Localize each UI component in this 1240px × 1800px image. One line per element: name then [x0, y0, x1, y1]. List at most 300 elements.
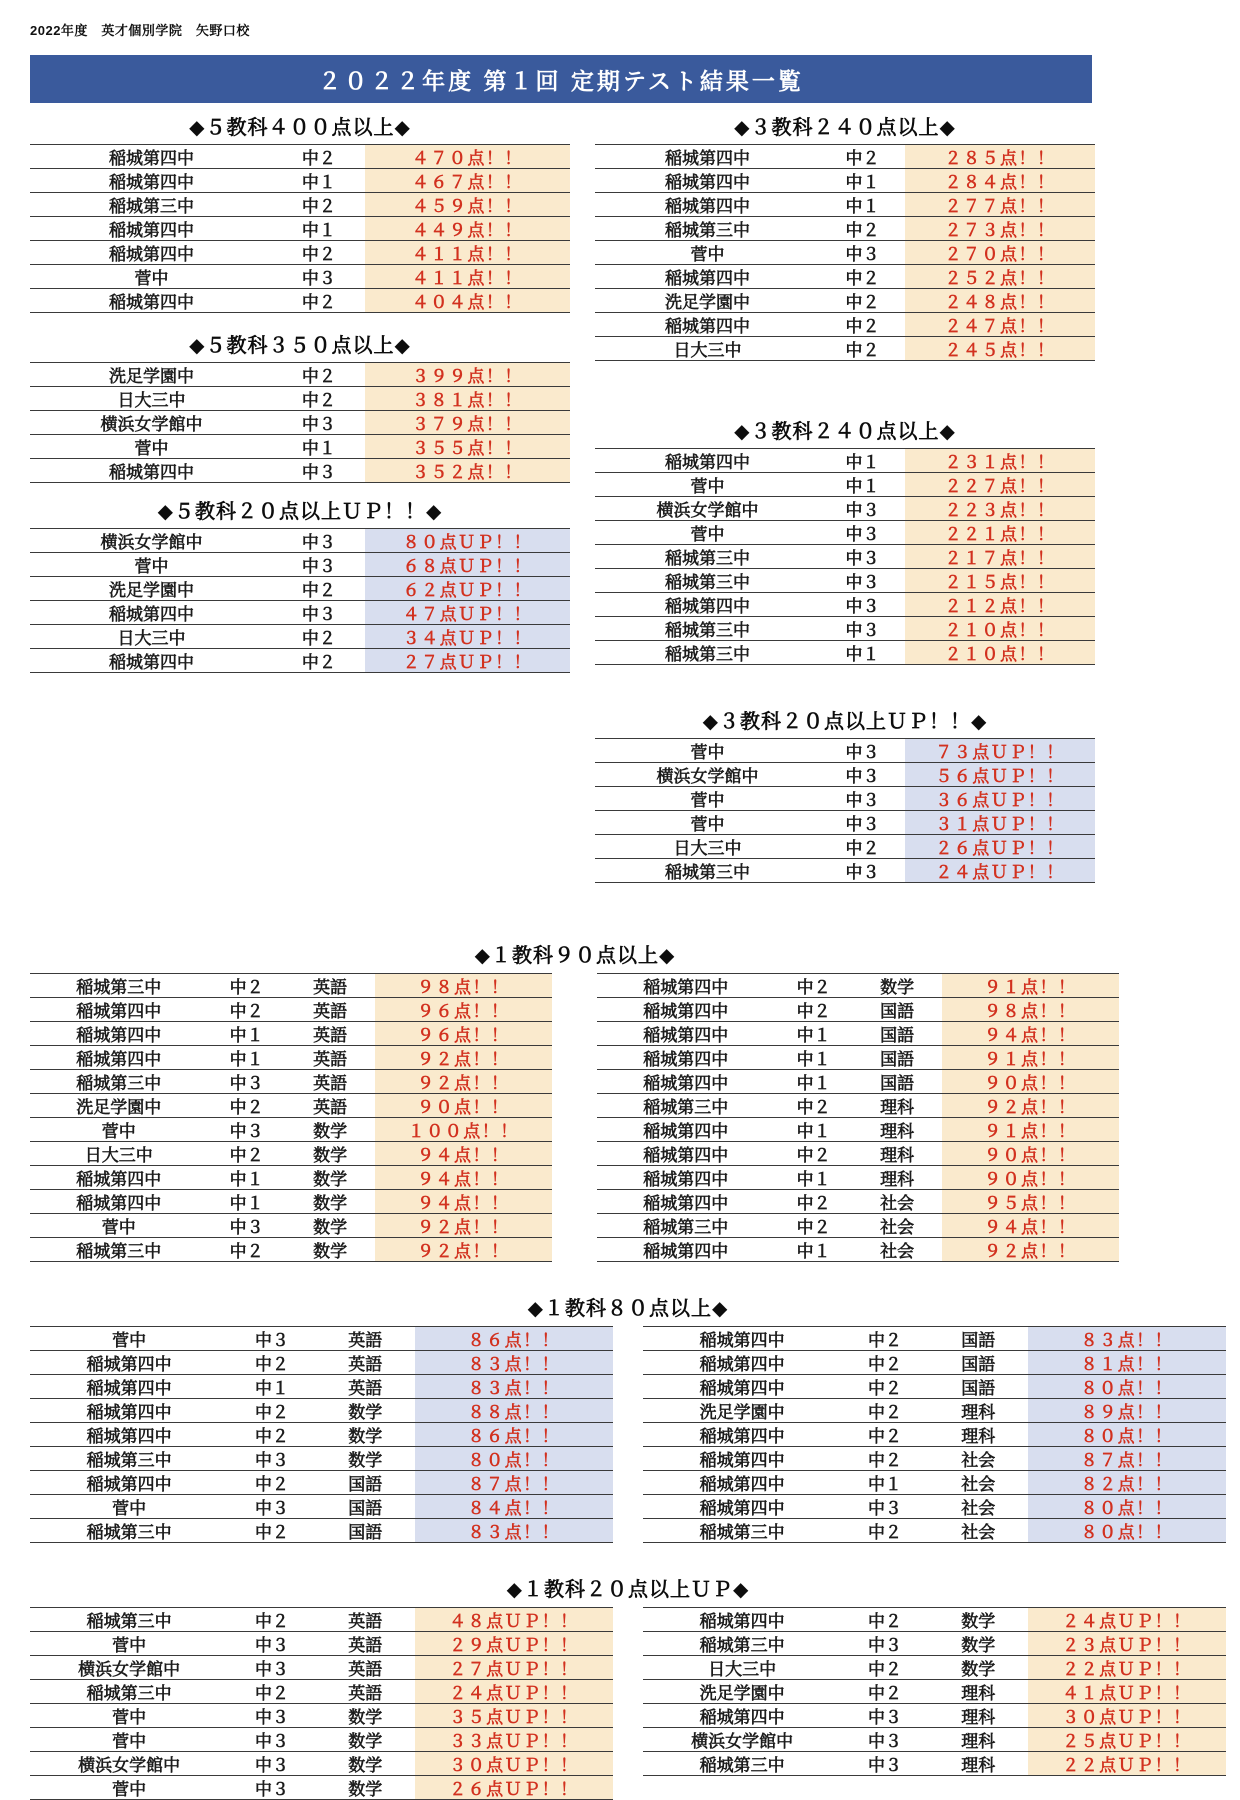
grade-level: 中２ — [254, 1403, 289, 1422]
score-value: ８９点！！ — [1028, 1399, 1226, 1422]
score-value: ３８１点！！ — [365, 387, 570, 410]
subject-name: 理科 — [961, 1756, 996, 1775]
school-name: 稲城第四中 — [86, 1427, 172, 1446]
grade-level: 中２ — [845, 293, 880, 312]
school-name: 横浜女学館中 — [78, 1660, 181, 1679]
grade-level: 中３ — [254, 1636, 289, 1655]
result-row — [30, 1351, 613, 1375]
score-value: ９６点！！ — [375, 998, 552, 1021]
results-table — [597, 973, 1119, 1262]
result-row — [595, 545, 1095, 569]
school-name: 稲城第四中 — [643, 1242, 729, 1261]
subject-name: 数学 — [348, 1708, 383, 1727]
school-name: 稲城第四中 — [665, 173, 750, 192]
school-name: 稲城第三中 — [109, 197, 194, 216]
grade-level: 中１ — [796, 1242, 831, 1261]
result-row — [30, 1214, 552, 1238]
result-row — [597, 1142, 1119, 1166]
school-name: 洗足学園中 — [665, 293, 750, 312]
score-value: ８１点！！ — [1028, 1351, 1226, 1374]
result-row — [30, 1608, 613, 1632]
score-value: ７３点ＵＰ！！ — [905, 739, 1095, 762]
school-name: 稲城第四中 — [643, 1026, 729, 1045]
school-name: 稲城第三中 — [665, 645, 750, 664]
score-value: ２２７点！！ — [905, 473, 1095, 496]
result-row — [643, 1704, 1226, 1728]
result-row — [30, 1166, 552, 1190]
score-value: ９４点！！ — [942, 1022, 1119, 1045]
grade-level: 中３ — [845, 549, 880, 568]
school-name: 稲城第四中 — [643, 1170, 729, 1189]
grade-level: 中２ — [301, 629, 336, 648]
result-row — [30, 145, 570, 169]
subject-name: 英語 — [313, 1050, 348, 1069]
result-row — [595, 193, 1095, 217]
grade-level: 中３ — [845, 767, 880, 786]
subject-name: 英語 — [348, 1612, 383, 1631]
grade-level: 中３ — [867, 1636, 902, 1655]
school-name: 菅中 — [134, 557, 169, 576]
school-name: 菅中 — [690, 743, 725, 762]
score-value: ２６点ＵＰ！！ — [905, 835, 1095, 858]
grade-level: 中１ — [796, 1074, 831, 1093]
subject-name: 理科 — [961, 1732, 996, 1751]
grade-level: 中１ — [301, 439, 336, 458]
grade-level: 中１ — [796, 1026, 831, 1045]
score-value: ９２点！！ — [942, 1094, 1119, 1117]
school-name: 稲城第三中 — [699, 1756, 785, 1775]
school-name: 稲城第四中 — [643, 978, 729, 997]
result-row — [30, 1094, 552, 1118]
grade-level: 中２ — [796, 1098, 831, 1117]
subject-name: 英語 — [313, 1098, 348, 1117]
subject-name: 国語 — [348, 1499, 383, 1518]
grade-level: 中２ — [867, 1427, 902, 1446]
section-title: ◆３教科２０点以上ＵＰ！！◆ — [702, 711, 988, 733]
score-value: ９８点！！ — [375, 974, 552, 997]
school-name: 稲城第三中 — [665, 221, 750, 240]
results-table — [30, 362, 570, 483]
school-name: 日大三中 — [117, 391, 186, 410]
school-name: 横浜女学館中 — [78, 1756, 181, 1775]
grade-level: 中１ — [845, 477, 880, 496]
score-value: ２８５点！！ — [905, 145, 1095, 168]
school-name: 稲城第四中 — [86, 1403, 172, 1422]
section-title: ◆５教科４００点以上◆ — [189, 117, 411, 139]
score-value: ８０点！！ — [1028, 1375, 1226, 1398]
score-value: ８７点！！ — [1028, 1447, 1226, 1470]
grade-level: 中２ — [867, 1379, 902, 1398]
grade-level: 中２ — [254, 1684, 289, 1703]
result-row — [595, 811, 1095, 835]
school-name: 稲城第四中 — [109, 149, 194, 168]
score-value: ８３点！！ — [415, 1351, 613, 1374]
school-name: 稲城第四中 — [665, 317, 750, 336]
grade-level: 中２ — [301, 293, 336, 312]
subject-name: 社会 — [880, 1194, 915, 1213]
result-row — [643, 1728, 1226, 1752]
score-value: ９５点！！ — [942, 1190, 1119, 1213]
results-table — [643, 1326, 1226, 1543]
school-name: 稲城第三中 — [665, 549, 750, 568]
subject-name: 国語 — [961, 1331, 996, 1350]
grade-level: 中２ — [796, 1146, 831, 1165]
school-name: 菅中 — [690, 477, 725, 496]
grade-level: 中２ — [301, 245, 336, 264]
score-value: ４１１点！！ — [365, 241, 570, 264]
school-name: 横浜女学館中 — [656, 501, 759, 520]
top-right-column — [595, 111, 1095, 899]
result-row — [30, 1423, 613, 1447]
subject-name: 社会 — [961, 1475, 996, 1494]
school-name: 稲城第四中 — [643, 1050, 729, 1069]
result-row — [30, 1776, 613, 1800]
score-value: ５６点ＵＰ！！ — [905, 763, 1095, 786]
result-row — [30, 1118, 552, 1142]
result-section — [30, 495, 570, 673]
score-value: ９０点！！ — [942, 1070, 1119, 1093]
score-value: ２７０点！！ — [905, 241, 1095, 264]
result-row — [30, 577, 570, 601]
result-row — [30, 649, 570, 673]
school-name: 日大三中 — [117, 629, 186, 648]
school-name: 稲城第四中 — [665, 453, 750, 472]
score-value: ８３点！！ — [415, 1519, 613, 1542]
score-value: ８４点！！ — [415, 1495, 613, 1518]
score-value: ９２点！！ — [375, 1046, 552, 1069]
school-name: 稲城第四中 — [109, 463, 194, 482]
score-value: ４０４点！！ — [365, 289, 570, 312]
subject-name: 英語 — [348, 1355, 383, 1374]
result-row — [643, 1752, 1226, 1776]
result-row — [595, 569, 1095, 593]
results-table — [30, 1607, 613, 1800]
grade-level: 中２ — [867, 1660, 902, 1679]
result-row — [30, 529, 570, 553]
score-value: ２４７点！！ — [905, 313, 1095, 336]
result-row — [597, 1166, 1119, 1190]
school-name: 稲城第四中 — [86, 1475, 172, 1494]
grade-level: 中１ — [301, 173, 336, 192]
score-value: ９２点！！ — [375, 1070, 552, 1093]
result-row — [30, 387, 570, 411]
result-row — [30, 1704, 613, 1728]
score-value: ８３点！！ — [1028, 1327, 1226, 1350]
school-name: 洗足学園中 — [109, 367, 194, 386]
score-value: ８３点！！ — [415, 1375, 613, 1398]
school-name: 稲城第四中 — [76, 1170, 162, 1189]
results-table — [643, 1607, 1226, 1800]
grade-level: 中２ — [301, 197, 336, 216]
school-name: 稲城第四中 — [643, 1146, 729, 1165]
results-table — [30, 973, 552, 1262]
school-name: 菅中 — [101, 1122, 136, 1141]
score-value: ３６点ＵＰ！！ — [905, 787, 1095, 810]
grade-level: 中１ — [796, 1050, 831, 1069]
grade-level: 中２ — [867, 1523, 902, 1542]
school-name: 稲城第四中 — [643, 1074, 729, 1093]
result-row — [595, 289, 1095, 313]
score-value: ３３点ＵＰ！！ — [415, 1728, 613, 1751]
subject-name: 理科 — [880, 1146, 915, 1165]
school-name: 稲城第四中 — [643, 1122, 729, 1141]
grade-level: 中２ — [229, 1146, 264, 1165]
grade-level: 中１ — [796, 1122, 831, 1141]
grade-level: 中３ — [229, 1074, 264, 1093]
subject-name: 社会 — [880, 1218, 915, 1237]
score-value: ８６点！！ — [415, 1327, 613, 1350]
school-name: 洗足学園中 — [699, 1684, 785, 1703]
school-name: 稲城第三中 — [86, 1684, 172, 1703]
score-value: ３０点ＵＰ！！ — [415, 1752, 613, 1775]
subject-name: 英語 — [313, 1002, 348, 1021]
subject-name: 英語 — [348, 1684, 383, 1703]
school-name: 稲城第四中 — [665, 597, 750, 616]
school-name: 横浜女学館中 — [656, 767, 759, 786]
grade-level: 中３ — [254, 1732, 289, 1751]
grade-level: 中２ — [845, 341, 880, 360]
result-row — [595, 337, 1095, 361]
school-name: 菅中 — [690, 815, 725, 834]
score-value: ４４９点！！ — [365, 217, 570, 240]
result-row — [30, 289, 570, 313]
result-row — [595, 449, 1095, 473]
grade-level: 中２ — [867, 1684, 902, 1703]
grade-level: 中２ — [796, 1194, 831, 1213]
result-row — [595, 473, 1095, 497]
grade-level: 中２ — [301, 391, 336, 410]
side-by-side-tables — [30, 1607, 1226, 1800]
score-value: ９１点！！ — [942, 1118, 1119, 1141]
result-row — [595, 763, 1095, 787]
school-branch-label: 2022年度 英才個別学院 矢野口校 — [30, 23, 250, 38]
result-section — [595, 415, 1095, 665]
score-value: ２７３点！！ — [905, 217, 1095, 240]
result-row — [595, 497, 1095, 521]
school-name: 稲城第四中 — [109, 245, 194, 264]
results-table — [595, 448, 1095, 665]
school-name: 稲城第四中 — [109, 293, 194, 312]
subject-name: 理科 — [961, 1427, 996, 1446]
school-name: 稲城第四中 — [76, 1002, 162, 1021]
result-row — [30, 1327, 613, 1351]
school-name: 稲城第四中 — [76, 1194, 162, 1213]
result-row — [30, 974, 552, 998]
grade-level: 中３ — [845, 863, 880, 882]
result-row — [30, 1752, 613, 1776]
subject-name: 理科 — [880, 1170, 915, 1189]
score-value: ８０点！！ — [415, 1447, 613, 1470]
results-table — [30, 1326, 613, 1543]
result-row — [643, 1519, 1226, 1543]
school-name: 日大三中 — [673, 839, 742, 858]
grade-level: 中３ — [845, 621, 880, 640]
school-name: 稲城第四中 — [643, 1194, 729, 1213]
grade-level: 中１ — [301, 221, 336, 240]
result-row — [30, 1632, 613, 1656]
result-row — [30, 553, 570, 577]
school-name: 稲城第四中 — [699, 1331, 785, 1350]
school-name: 稲城第四中 — [665, 149, 750, 168]
grade-level: 中２ — [229, 978, 264, 997]
score-value: ２４点ＵＰ！！ — [1028, 1608, 1226, 1631]
school-name: 稲城第三中 — [665, 621, 750, 640]
result-row — [30, 601, 570, 625]
subject-name: 国語 — [348, 1523, 383, 1542]
result-row — [597, 1070, 1119, 1094]
school-name: 稲城第四中 — [86, 1379, 172, 1398]
score-value: ９１点！！ — [942, 974, 1119, 997]
results-table — [30, 144, 570, 313]
result-row — [30, 625, 570, 649]
grade-level: 中２ — [867, 1451, 902, 1470]
school-name: 稲城第四中 — [665, 197, 750, 216]
grade-level: 中１ — [845, 197, 880, 216]
result-row — [643, 1471, 1226, 1495]
result-row — [597, 974, 1119, 998]
subject-name: 国語 — [880, 1050, 915, 1069]
school-name: 横浜女学館中 — [100, 415, 203, 434]
grade-level: 中２ — [867, 1403, 902, 1422]
result-row — [30, 265, 570, 289]
subject-name: 社会 — [880, 1242, 915, 1261]
school-name: 菅中 — [690, 245, 725, 264]
grade-level: 中２ — [254, 1355, 289, 1374]
section-title: ◆５教科２０点以上ＵＰ！！◆ — [157, 501, 443, 523]
school-name: 稲城第三中 — [699, 1636, 785, 1655]
grade-level: 中２ — [796, 1002, 831, 1021]
subject-name: 英語 — [313, 1026, 348, 1045]
school-name: 稲城第四中 — [699, 1427, 785, 1446]
score-value: ８７点！！ — [415, 1471, 613, 1494]
school-name: 日大三中 — [708, 1660, 777, 1679]
section-title: ◆１教科９０点以上◆ — [474, 945, 676, 967]
subject-name: 数学 — [961, 1660, 996, 1679]
grade-level: 中２ — [867, 1331, 902, 1350]
score-value: ２７７点！！ — [905, 193, 1095, 216]
school-name: 稲城第三中 — [665, 573, 750, 592]
top-left-column — [30, 111, 570, 899]
grade-level: 中２ — [229, 1002, 264, 1021]
result-row — [595, 641, 1095, 665]
score-value: ９２点！！ — [942, 1238, 1119, 1261]
school-name: 洗足学園中 — [76, 1098, 162, 1117]
subject-name: 理科 — [880, 1122, 915, 1141]
subject-name: 数学 — [313, 1122, 348, 1141]
result-row — [643, 1375, 1226, 1399]
school-name: 菅中 — [101, 1218, 136, 1237]
score-value: ４１点ＵＰ！！ — [1028, 1680, 1226, 1703]
grade-level: 中３ — [301, 415, 336, 434]
grade-level: 中３ — [845, 743, 880, 762]
grade-level: 中３ — [867, 1499, 902, 1518]
grade-level: 中２ — [845, 317, 880, 336]
score-value: ９４点！！ — [375, 1190, 552, 1213]
grade-level: 中２ — [254, 1612, 289, 1631]
result-row — [595, 241, 1095, 265]
school-name: 菅中 — [112, 1331, 147, 1350]
school-name: 菅中 — [112, 1499, 147, 1518]
grade-level: 中１ — [867, 1475, 902, 1494]
grade-level: 中１ — [845, 645, 880, 664]
score-value: ９２点！！ — [375, 1214, 552, 1237]
school-name: 稲城第四中 — [699, 1612, 785, 1631]
subject-name: 社会 — [961, 1523, 996, 1542]
school-name: 稲城第四中 — [109, 221, 194, 240]
school-name: 稲城第三中 — [665, 863, 750, 882]
subject-name: 国語 — [348, 1475, 383, 1494]
result-row — [643, 1632, 1226, 1656]
grade-level: 中２ — [229, 1098, 264, 1117]
score-value: ２３１点！！ — [905, 449, 1095, 472]
grade-level: 中１ — [845, 453, 880, 472]
subject-name: 理科 — [961, 1684, 996, 1703]
result-row — [643, 1656, 1226, 1680]
grade-level: 中２ — [301, 653, 336, 672]
result-row — [30, 169, 570, 193]
result-row — [30, 1190, 552, 1214]
side-by-side-tables — [30, 973, 1120, 1262]
subject-name: 理科 — [880, 1098, 915, 1117]
subject-name: 英語 — [348, 1636, 383, 1655]
grade-level: 中２ — [229, 1242, 264, 1261]
score-value: ６２点ＵＰ！！ — [365, 577, 570, 600]
result-row — [30, 411, 570, 435]
result-row — [595, 593, 1095, 617]
score-value: ９０点！！ — [942, 1142, 1119, 1165]
score-value: ２１０点！！ — [905, 641, 1095, 664]
result-row — [30, 1447, 613, 1471]
grade-level: 中３ — [229, 1218, 264, 1237]
score-value: ３１点ＵＰ！！ — [905, 811, 1095, 834]
score-value: ９４点！！ — [375, 1166, 552, 1189]
result-section — [30, 939, 1120, 1262]
subject-name: 社会 — [961, 1499, 996, 1518]
subject-name: 国語 — [961, 1379, 996, 1398]
school-name: 稲城第三中 — [76, 1242, 162, 1261]
result-row — [30, 459, 570, 483]
score-value: ２２点ＵＰ！！ — [1028, 1752, 1226, 1775]
grade-level: 中３ — [867, 1732, 902, 1751]
grade-level: 中２ — [845, 839, 880, 858]
top-section-columns — [30, 111, 1240, 899]
grade-level: 中２ — [867, 1355, 902, 1374]
result-section — [30, 329, 570, 483]
score-value: ８０点！！ — [1028, 1423, 1226, 1446]
score-value: ６８点ＵＰ！！ — [365, 553, 570, 576]
score-value: ２１５点！！ — [905, 569, 1095, 592]
result-row — [30, 1046, 552, 1070]
school-name: 日大三中 — [84, 1146, 153, 1165]
grade-level: 中３ — [867, 1756, 902, 1775]
title-banner — [30, 55, 1092, 103]
subject-name: 数学 — [880, 978, 915, 997]
subject-name: 数学 — [348, 1732, 383, 1751]
result-row — [30, 1022, 552, 1046]
grade-level: 中２ — [796, 978, 831, 997]
subject-name: 数学 — [313, 1218, 348, 1237]
subject-name: 数学 — [961, 1636, 996, 1655]
grade-level: 中３ — [845, 501, 880, 520]
school-name: 横浜女学館中 — [100, 533, 203, 552]
grade-level: 中３ — [845, 573, 880, 592]
score-value: ８２点！！ — [1028, 1471, 1226, 1494]
result-row — [595, 169, 1095, 193]
score-value: ２４５点！！ — [905, 337, 1095, 360]
grade-level: 中３ — [301, 533, 336, 552]
score-value: ２２３点！！ — [905, 497, 1095, 520]
result-row — [595, 739, 1095, 763]
